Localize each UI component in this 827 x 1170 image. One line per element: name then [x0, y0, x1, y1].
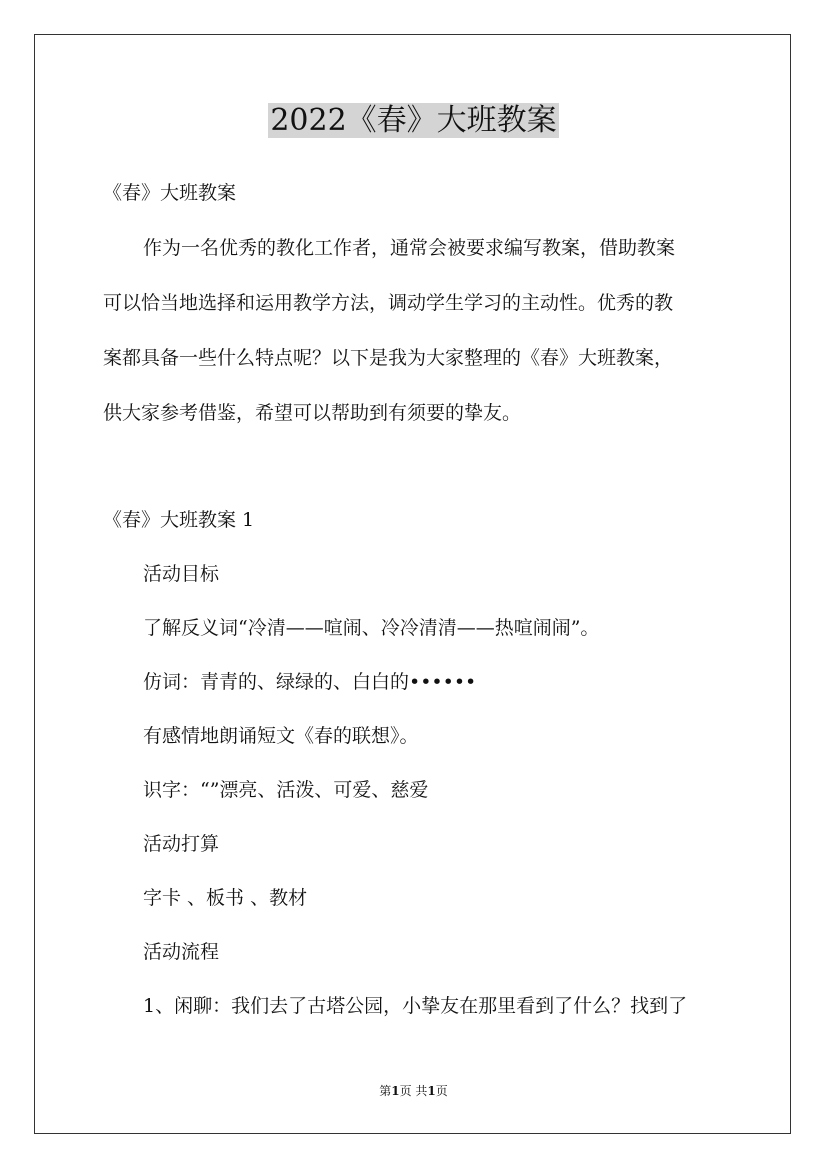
footer-page-total: 1 [427, 1084, 436, 1098]
section-line: 1、闲聊：我们去了古塔公园，小挚友在那里看到了什么？找到了 [143, 995, 688, 1017]
section-line: 活动流程 [143, 941, 220, 963]
section-line: 识字：“”漂亮、活泼、可爱、慈爱 [143, 779, 429, 801]
footer-page-suffix: 页 [435, 1084, 448, 1098]
document-title [0, 101, 827, 141]
document-title-text: 2022《春》大班教案 [270, 103, 557, 138]
page-footer [0, 1083, 827, 1099]
section-line: 有感情地朗诵短文《春的联想》。 [143, 725, 419, 747]
section-line: 活动打算 [143, 833, 220, 855]
intro-paragraph-line: 可以恰当地选择和运用教学方法，调动学生学习的主动性。优秀的教 [103, 292, 674, 314]
footer-page-prefix: 第 [379, 1084, 392, 1098]
intro-paragraph-line: 作为一名优秀的教化工作者，通常会被要求编写教案，借助教案 [143, 237, 676, 259]
section-heading: 《春》大班教案 1 [103, 509, 255, 531]
document-subtitle: 《春》大班教案 [103, 182, 237, 204]
section-line: 仿词：青青的、绿绿的、白白的•••••• [143, 671, 477, 693]
intro-paragraph-line: 供大家参考借鉴，希望可以帮助到有须要的挚友。 [103, 402, 522, 424]
footer-page-mid: 页 共 [399, 1084, 428, 1098]
footer-page-current: 1 [391, 1084, 400, 1098]
section-line: 字卡 、板书 、教材 [143, 887, 308, 909]
section-line: 了解反义词“冷清——喧闹、冷冷清清——热喧闹闹”。 [143, 617, 600, 639]
section-line: 活动目标 [143, 563, 220, 585]
intro-paragraph-line: 案都具备一些什么特点呢？以下是我为大家整理的《春》大班教案， [103, 347, 674, 369]
